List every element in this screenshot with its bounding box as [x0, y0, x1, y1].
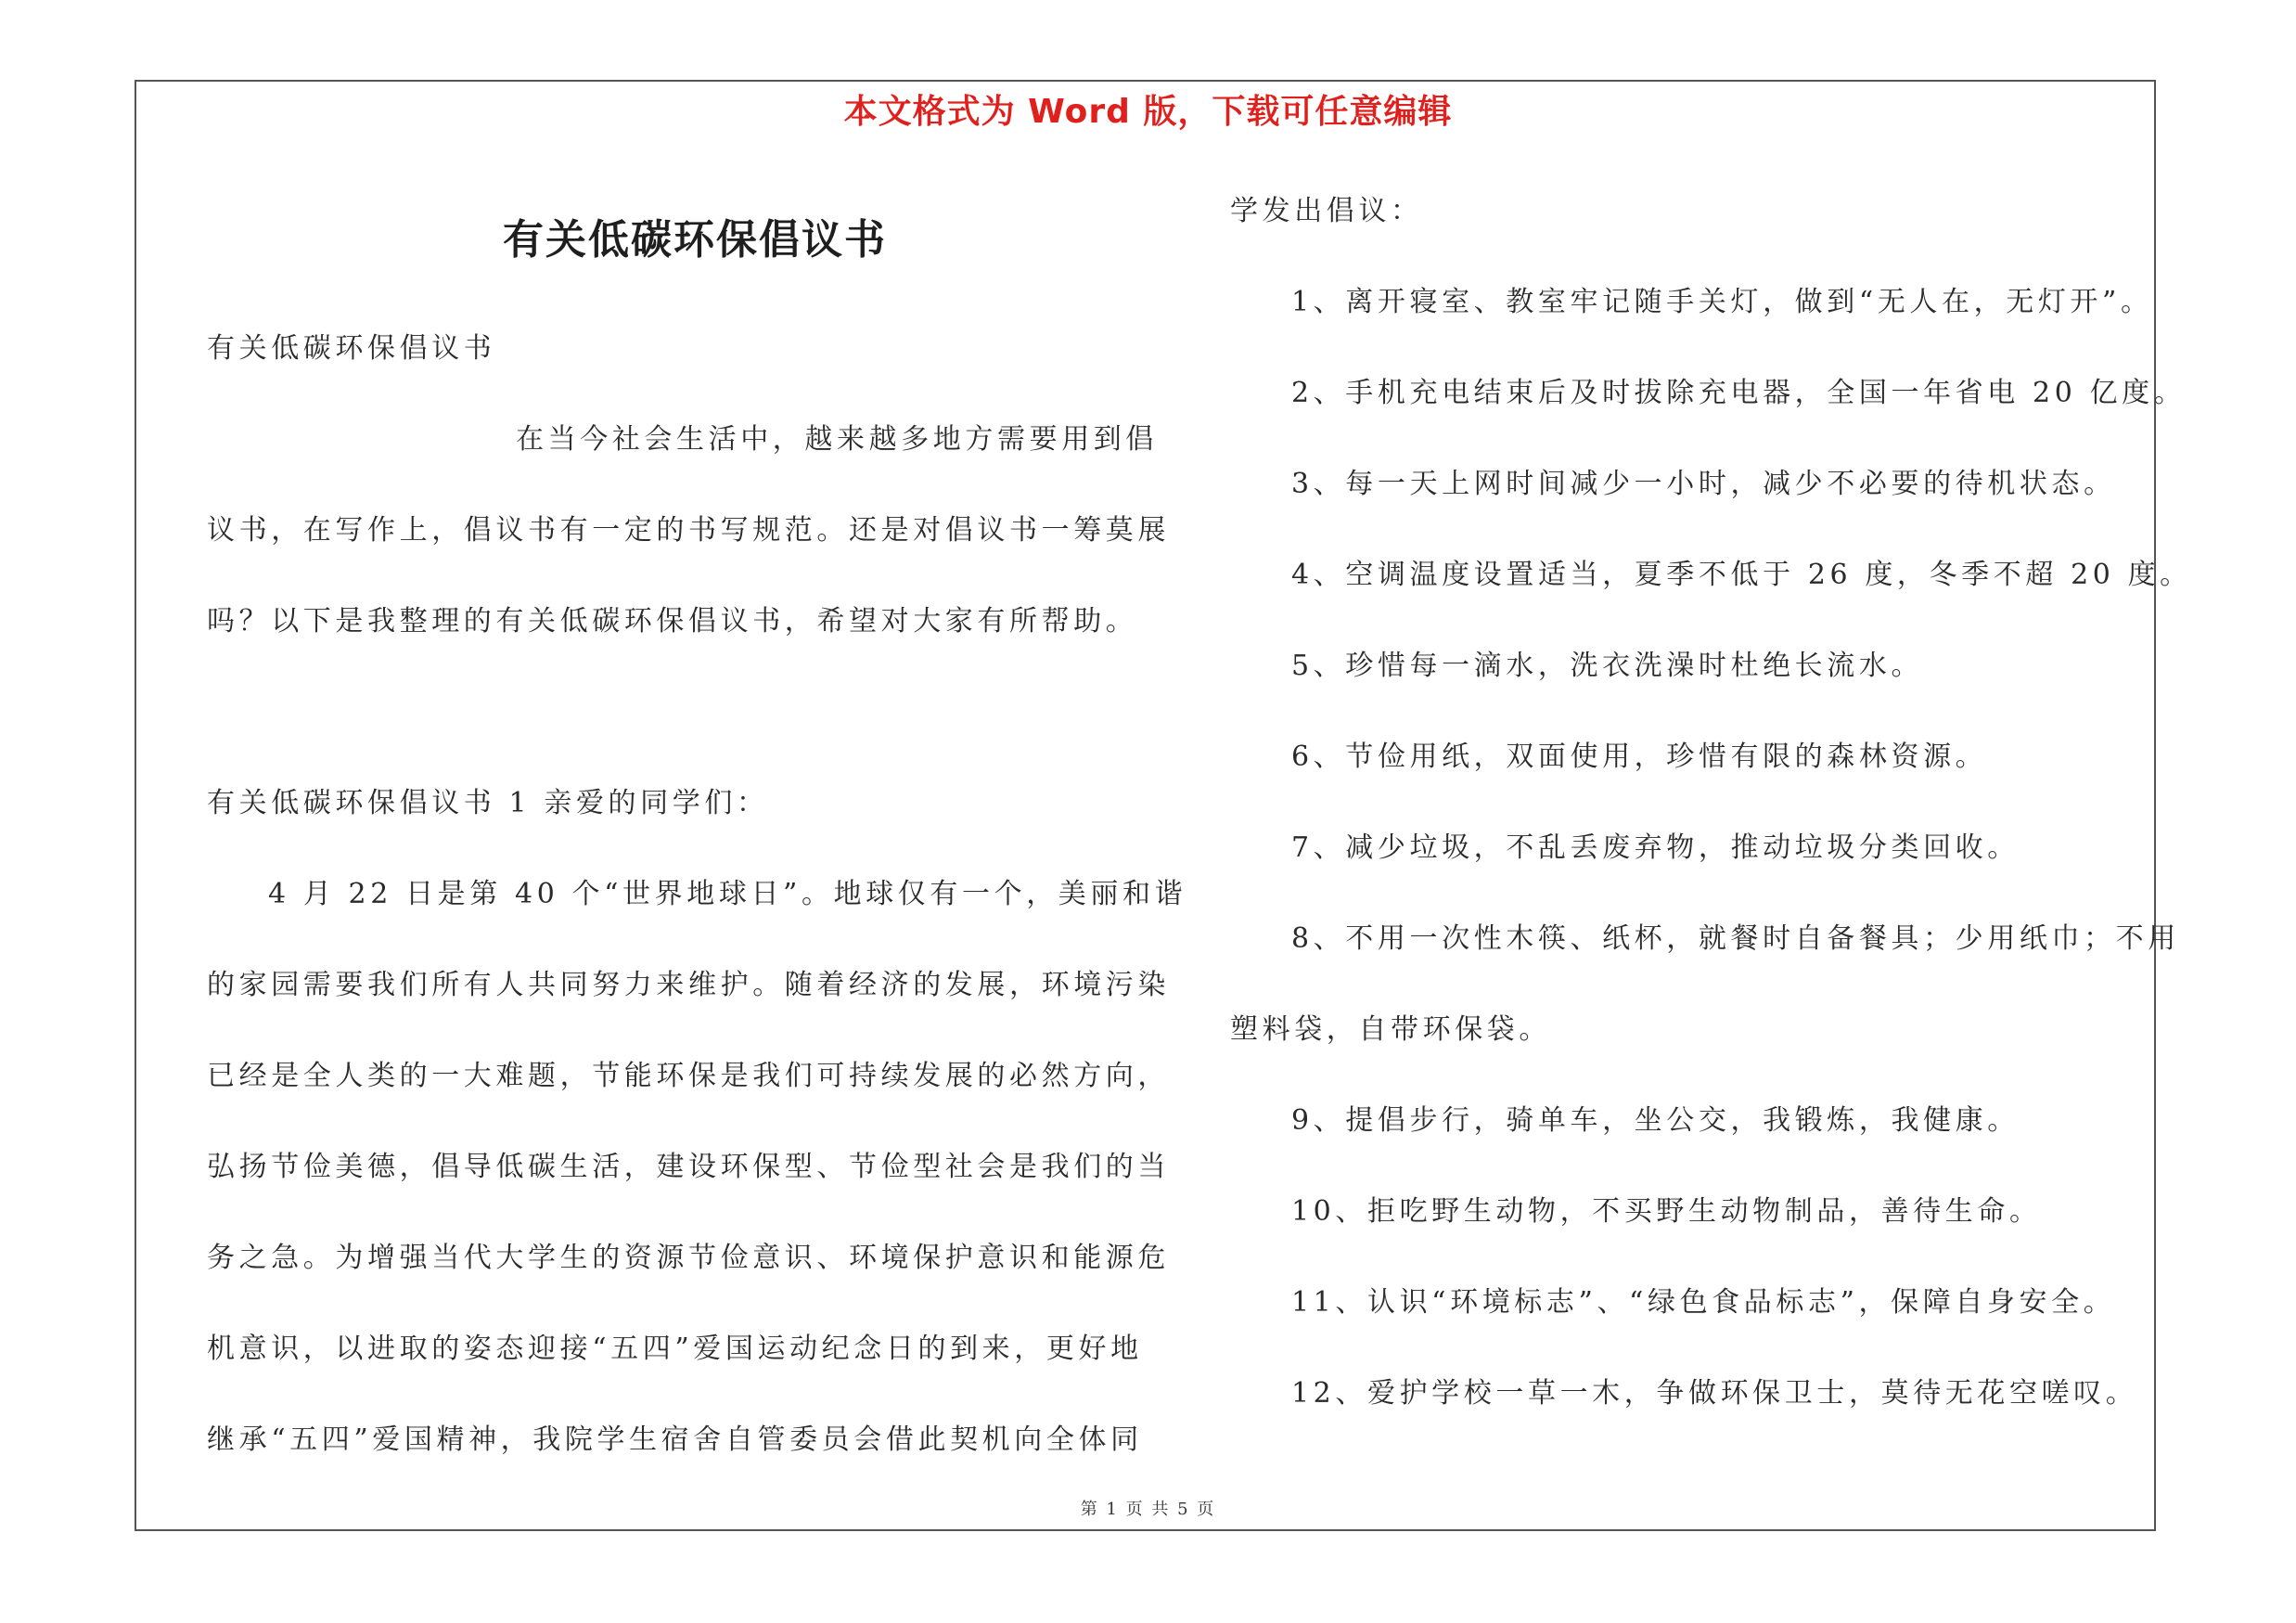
text-line: 4 月 22 日是第 40 个“世界地球日”。地球仅有一个，美丽和谐 [268, 878, 1187, 910]
text-line: 议书，在写作上，倡议书有一定的书写规范。还是对倡议书一筹莫展 [207, 514, 1170, 547]
text-line: 务之急。为增强当代大学生的资源节俭意识、环境保护意识和能源危 [207, 1242, 1170, 1274]
format-notice-banner: 本文格式为 Word 版，下载可任意编辑 [843, 93, 1453, 131]
text-line: 有关低碳环保倡议书 1 亲爱的同学们： [207, 787, 769, 819]
list-item: 8、不用一次性木筷、纸杯，就餐时自备餐具；少用纸巾；不用 [1291, 922, 2180, 955]
text-line: 吗？以下是我整理的有关低碳环保倡议书，希望对大家有所帮助。 [207, 605, 1138, 638]
list-item: 7、减少垃圾，不乱丢废弃物，推动垃圾分类回收。 [1291, 831, 2020, 864]
list-item: 2、手机充电结束后及时拔除充电器，全国一年省电 20 亿度。 [1291, 377, 2187, 409]
list-item: 1、离开寝室、教室牢记随手关灯，做到“无人在，无灯开”。 [1291, 286, 2153, 318]
page-number-footer: 第 1 页 共 5 页 [1080, 1500, 1216, 1519]
text-line: 机意识，以进取的姿态迎接“五四”爱国运动纪念日的到来，更好地 [207, 1333, 1143, 1365]
list-item-continuation: 塑料袋，自带环保袋。 [1230, 1013, 1551, 1046]
text-line: 在当今社会生活中，越来越多地方需要用到倡 [516, 423, 1158, 456]
text-line: 有关低碳环保倡议书 [207, 332, 496, 365]
list-item: 3、每一天上网时间减少一小时，减少不必要的待机状态。 [1291, 468, 2116, 500]
list-item: 6、节俭用纸，双面使用，珍惜有限的森林资源。 [1291, 741, 1988, 773]
text-line: 继承“五四”爱国精神，我院学生宿舍自管委员会借此契机向全体同 [207, 1423, 1143, 1456]
text-line: 弘扬节俭美德，倡导低碳生活，建设环保型、节俭型社会是我们的当 [207, 1151, 1170, 1183]
list-item: 12、爱护学校一草一木，争做环保卫士，莫待无花空嗟叹。 [1291, 1377, 2138, 1410]
list-item: 11、认识“环境标志”、“绿色食品标志”，保障自身安全。 [1291, 1286, 2116, 1319]
list-item: 4、空调温度设置适当，夏季不低于 26 度，冬季不超 20 度。 [1291, 559, 2192, 591]
text-line: 学发出倡议： [1230, 195, 1423, 227]
text-line: 已经是全人类的一大难题，节能环保是我们可持续发展的必然方向， [207, 1060, 1170, 1092]
list-item: 5、珍惜每一滴水，洗衣洗澡时杜绝长流水。 [1291, 650, 1924, 682]
list-item: 9、提倡步行，骑单车，坐公交，我锻炼，我健康。 [1291, 1104, 2020, 1137]
list-item: 10、拒吃野生动物，不买野生动物制品，善待生命。 [1291, 1195, 2042, 1228]
document-title: 有关低碳环保倡议书 [503, 216, 887, 264]
text-line: 的家园需要我们所有人共同努力来维护。随着经济的发展，环境污染 [207, 969, 1170, 1001]
